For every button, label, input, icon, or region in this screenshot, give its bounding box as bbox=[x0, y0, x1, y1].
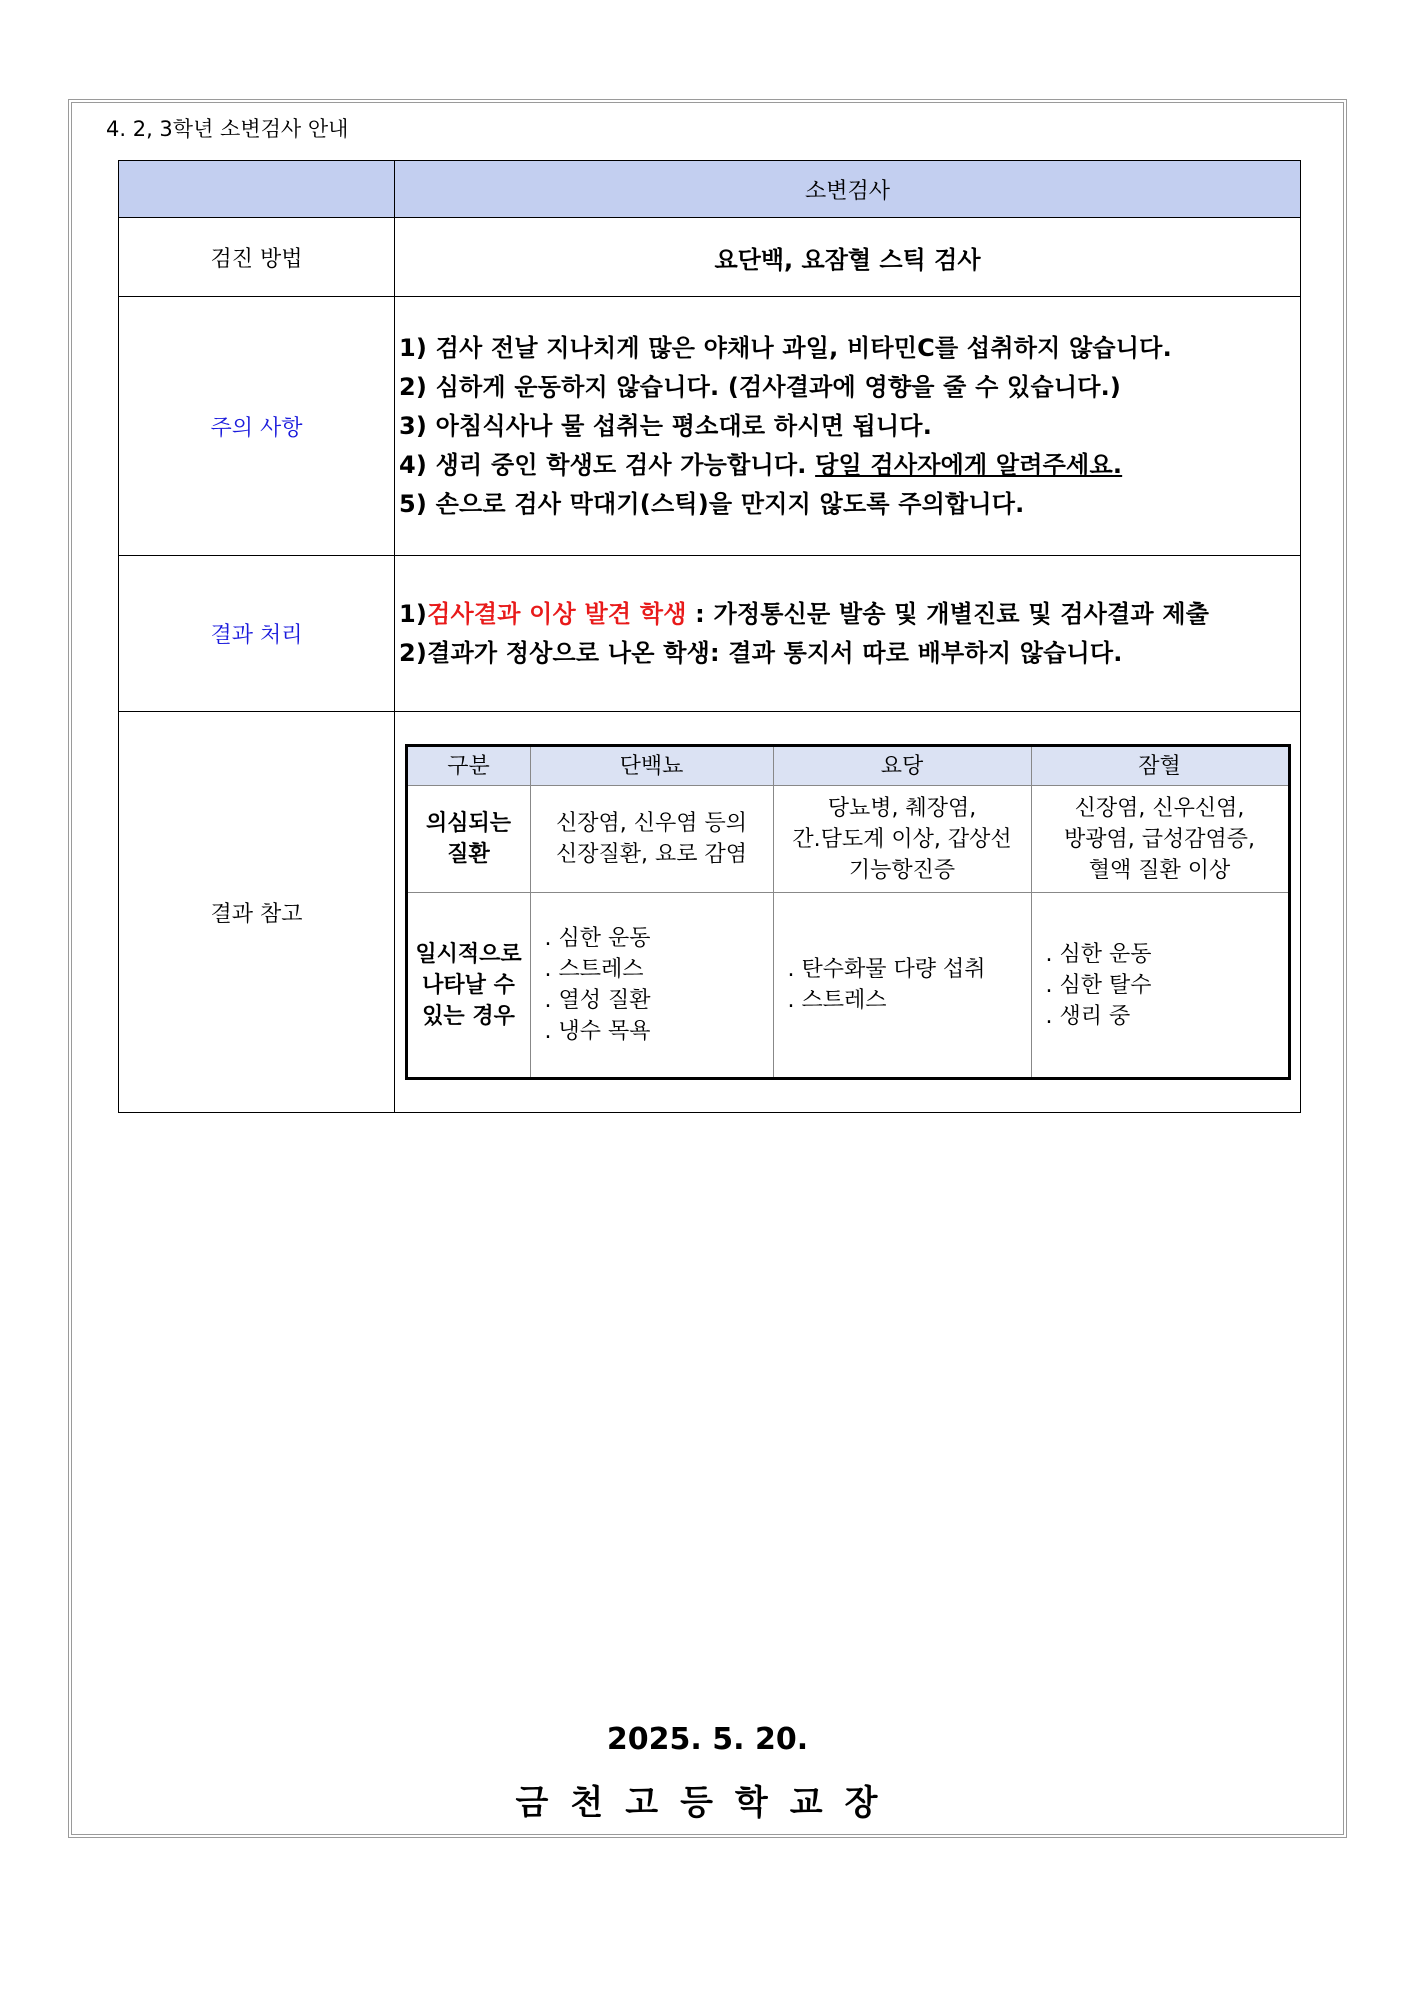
col-glucose: 요당 bbox=[773, 746, 1031, 786]
caution-item-2: 2) 심하게 운동하지 않습니다. (검사결과에 영향을 줄 수 있습니다.) bbox=[399, 372, 1122, 401]
text-line: 신장염, 신우신염, bbox=[1074, 795, 1245, 821]
suspected-glucose bbox=[773, 786, 1031, 893]
caution-item-1: 1) 검사 전날 지나치게 많은 야채나 과일, 비타민C를 섭취하지 않습니다. bbox=[399, 333, 1172, 362]
result-line-2: 2)결과가 정상으로 나온 학생: 결과 통지서 따로 배부하지 않습니다. bbox=[399, 638, 1123, 667]
result-line-1 bbox=[399, 595, 1294, 634]
caution-content bbox=[395, 297, 1301, 556]
temporary-case-row bbox=[406, 893, 1289, 1079]
text-line: 혈액 질환 이상 bbox=[1088, 857, 1231, 883]
col-category: 구분 bbox=[406, 746, 530, 786]
suspected-disease-row bbox=[406, 786, 1289, 893]
suspected-blood bbox=[1031, 786, 1289, 893]
method-label: 검진 방법 bbox=[119, 218, 395, 297]
temporary-label bbox=[406, 893, 530, 1079]
text-line: 신장질환, 요로 감염 bbox=[556, 842, 747, 867]
text-line: 당뇨병, 췌장염, bbox=[827, 795, 977, 821]
caution-item-5: 5) 손으로 검사 막대기(스틱)을 만지지 않도록 주의합니다. bbox=[399, 489, 1025, 518]
col-blood: 잠혈 bbox=[1031, 746, 1289, 786]
temporary-protein bbox=[530, 893, 773, 1079]
caution-label: 주의 사항 bbox=[119, 297, 395, 556]
header-title: 소변검사 bbox=[395, 161, 1301, 218]
text-line: 기능항진증 bbox=[848, 857, 956, 883]
method-value: 요단백, 요잠혈 스틱 검사 bbox=[395, 218, 1301, 297]
method-row bbox=[119, 218, 1301, 297]
reference-header-row bbox=[406, 746, 1289, 786]
reference-content bbox=[395, 712, 1301, 1113]
list-item: . 탄수화물 다량 섭취 bbox=[787, 957, 986, 982]
temporary-glucose bbox=[773, 893, 1031, 1079]
list-item: . 스트레스 bbox=[544, 957, 644, 982]
text-line: 간.담도계 이상, 갑상선 bbox=[792, 826, 1012, 852]
col-protein: 단백뇨 bbox=[530, 746, 773, 786]
section-title: 4. 2, 3학년 소변검사 안내 bbox=[106, 117, 349, 141]
list-item: . 심한 탈수 bbox=[1045, 972, 1152, 998]
suspected-label bbox=[406, 786, 530, 893]
list-item: . 생리 중 bbox=[1045, 1003, 1131, 1029]
result-line-1-rest: : 가정통신문 발송 및 개별진료 및 검사결과 제출 bbox=[686, 599, 1210, 628]
result-row bbox=[119, 556, 1301, 712]
text-line: 신장염, 신우염 등의 bbox=[556, 811, 747, 836]
temporary-label-line: 나타날 수 bbox=[422, 972, 515, 998]
principal-signature: 금천고등학교장 bbox=[515, 1783, 900, 1823]
list-item: . 스트레스 bbox=[787, 988, 887, 1013]
list-item: . 냉수 목욕 bbox=[544, 1019, 651, 1044]
temporary-label-line: 있는 경우 bbox=[422, 1003, 515, 1029]
caution-item-4-text: 4) 생리 중인 학생도 검사 가능합니다. bbox=[399, 450, 807, 479]
result-line-1-alert: 검사결과 이상 발견 학생 bbox=[427, 599, 687, 628]
suspected-label-line: 의심되는 bbox=[425, 811, 511, 836]
header-empty-cell bbox=[119, 161, 395, 218]
reference-row bbox=[119, 712, 1301, 1113]
issue-date: 2025. 5. 20. bbox=[606, 1722, 809, 1757]
caution-item-4 bbox=[399, 446, 1294, 485]
list-item: . 심한 운동 bbox=[1045, 941, 1152, 967]
caution-row bbox=[119, 297, 1301, 556]
caution-item-3: 3) 아침식사나 물 섭취는 평소대로 하시면 됩니다. bbox=[399, 411, 933, 440]
result-content bbox=[395, 556, 1301, 712]
reference-label: 결과 참고 bbox=[119, 712, 395, 1113]
caution-item-4-underlined: 당일 검사자에게 알려주세요. bbox=[815, 450, 1123, 479]
table-header-row bbox=[119, 161, 1301, 218]
temporary-label-line: 일시적으로 bbox=[415, 941, 522, 967]
text-line: 방광염, 급성감염증, bbox=[1064, 826, 1255, 852]
list-item: . 심한 운동 bbox=[544, 926, 651, 951]
urine-test-table bbox=[118, 160, 1301, 1113]
list-item: . 열성 질환 bbox=[544, 988, 651, 1013]
result-line-1-num: 1) bbox=[399, 599, 428, 628]
reference-table bbox=[405, 744, 1291, 1080]
temporary-blood bbox=[1031, 893, 1289, 1079]
suspected-protein bbox=[530, 786, 773, 893]
result-label: 결과 처리 bbox=[119, 556, 395, 712]
suspected-label-line: 질환 bbox=[447, 842, 490, 867]
